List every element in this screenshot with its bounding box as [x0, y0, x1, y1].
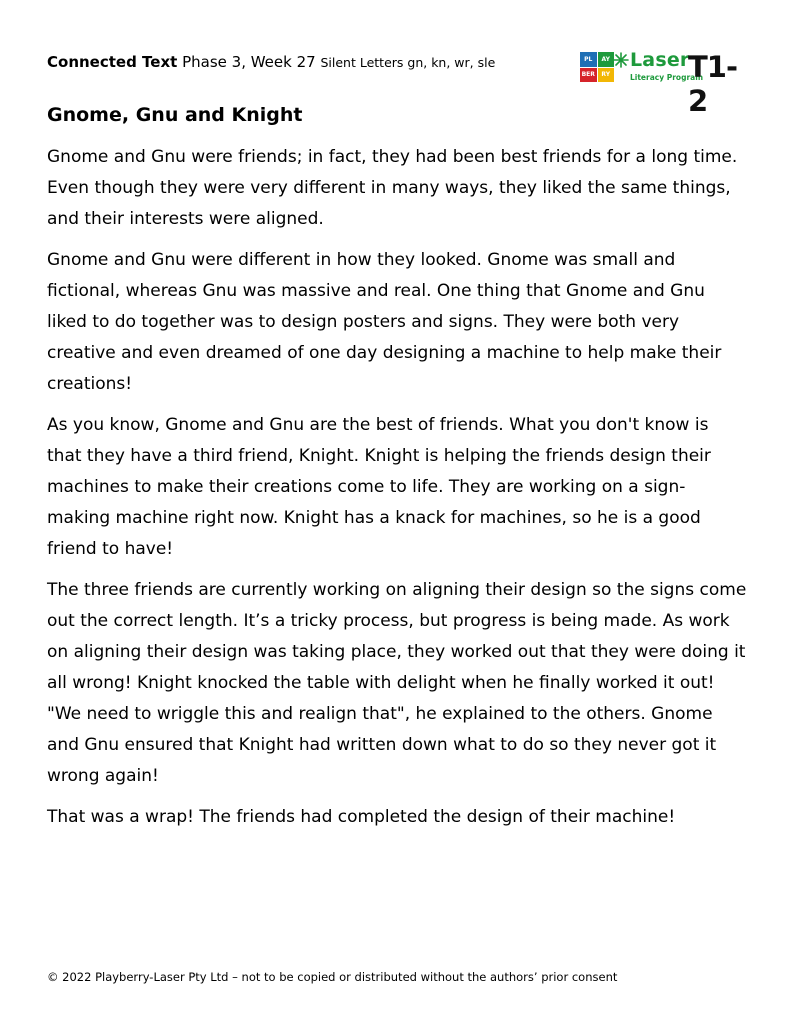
logo-word: Laser	[630, 49, 690, 71]
logo-tile: RY	[598, 68, 615, 83]
story-paragraph: Gnome and Gnu were friends; in fact, they had been best friends for a long time. Even though they were very different in many ways, they liked the same things, and their interests were aligned.	[47, 147, 738, 229]
story-paragraph: Gnome and Gnu were different in how they looked. Gnome was small and fictional, whereas Gnu was massive and real. One thing that Gnome and Gnu liked to do together was to design posters and signs. They were both very creative and even dreamed of one day designing a machine to help make their creations!	[47, 250, 722, 394]
story-title: Gnome, Gnu and Knight	[47, 104, 303, 126]
starburst-icon	[613, 52, 629, 68]
logo-grade: T1-2	[688, 50, 737, 118]
laser-logo	[580, 48, 745, 118]
logo-tile: PL	[580, 52, 597, 67]
story-paragraph: The three friends are currently working on aligning their design so the signs come out the correct length. It’s a tricky process, but progress is being made. As work on aligning their design was taking place, they worked out that they were doing it all wrong! Knight knocked the table with delight when he finally worked it out!	[47, 580, 747, 693]
phase-week-label: Phase 3, Week 27	[182, 53, 316, 71]
story-paragraph: That was a wrap! The friends had completed the design of their machine!	[47, 807, 676, 827]
logo-tile: AY	[598, 52, 615, 67]
story-paragraph: As you know, Gnome and Gnu are the best of friends. What you don't know is that they have a third friend, Knight. Knight is helping the friends design their machines to make their creations come to life. They are working on a sign-making machine right now. Knight has a knack for machines, so he is a good friend to have!	[47, 415, 711, 559]
story-paragraph: "We need to wriggle this and realign that", he explained to the others. Gnome and Gnu ensured that Knight had written down what to do so they never got it wrong again!	[47, 704, 717, 786]
logo-tagline: Literacy Program	[630, 73, 704, 82]
copyright-footer: © 2022 Playberry-Laser Pty Ltd – not to be copied or distributed without the authors’ prior consent	[47, 970, 618, 984]
page-header	[47, 53, 495, 71]
playberry-tiles-icon	[580, 52, 614, 82]
focus-label: Silent Letters gn, kn, wr, sle	[320, 55, 496, 70]
story-body	[47, 142, 747, 843]
logo-tile: BER	[580, 68, 597, 83]
series-label: Connected Text	[47, 53, 178, 71]
